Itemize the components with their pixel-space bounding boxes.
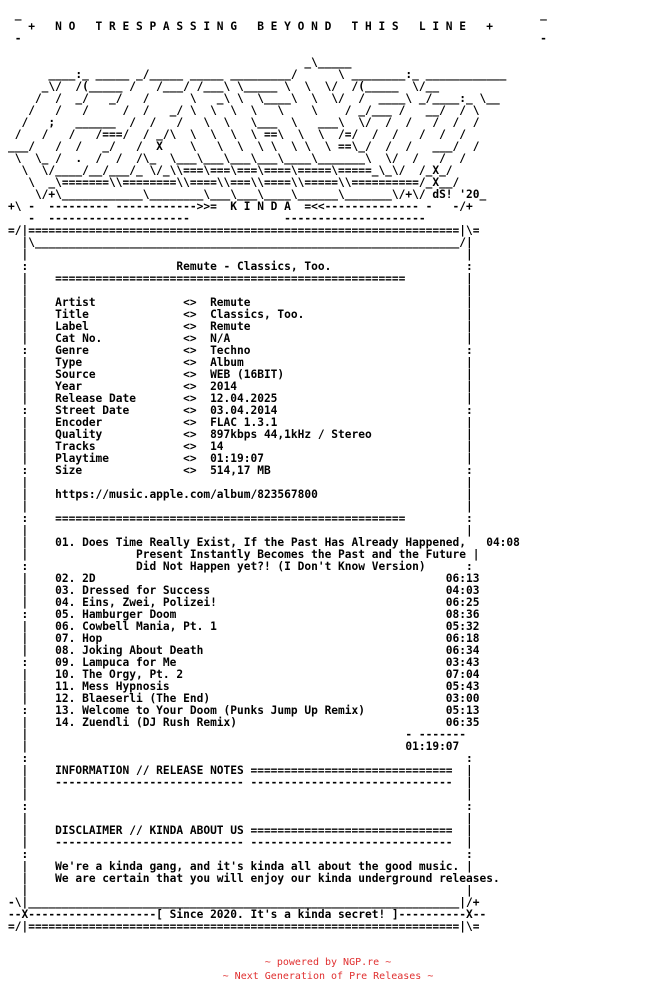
powered-by-footer: ~ powered by NGP.re ~ xyxy=(264,957,392,968)
nfo-document: _ _ + N O T R E S P A S S I N G B E Y O N D T H I S L I N E + - - _\_____ ____:_ _____ _/_____ _____ _________/ \ ________:_ ____________ _\/ /(_____ / /___/ /___\ \_____ \ \ \/ /(_____ \/__ / / _/ _/ / \ _\ \ \____\ \ \/ / ____\ _/____:_ \__ / / / / / _/ \ \ \ \ \ \ / _/___ / __/ / \ / ; ______ / / / \ \ \___ \ ___\ \/ / / / / / / / / /===/ / _/\ \ \ \ \ ==\ \ \ /=/ / / / / / ___/ / / _/ / X \ \ \ \ \ \ \ \ ==\_/ / / ___/ / \ \_ / . / / /\_ \___\___\___\___\____\_______\ \/ / / / \ \/____/__/___/_ \/_\\===\===\===\====\=====\=====_\_\/ /_X_/ \ _\=======\\========\\====\\===\\====\\=====\\==========/_X__/ \/+\____________\________\___\___\____\______\_______\/+\/ dS! '20_ +\ - --------- ------------>>= K I N D A =<<-------------- - -/+ - --------------------- --------------------- =/|================================================================|\= |\_______________________________________________________________/| | | : Remute - Classics, Too. : | ==================================================== | | | | Artist <> Remute | | Title <> Classics, Too. | | Label <> Remute | | Cat No. <> N/A | : Genre <> Techno : | Type <> Album | | Source <> WEB (16BIT) | | Year <> 2014 | | Release Date <> 12.04.2025 | : Street Date <> 03.04.2014 : | Encoder <> FLAC 1.3.1 | | Quality <> 897kbps 44,1kHz / Stereo | | Tracks <> 14 | | Playtime <> 01:19:07 | : Size <> 514,17 MB : | | | https://music.apple.com/album/823567800 | | | : ==================================================== : | | | 01. Does Time Really Exist, If the Past Has Already Happened, 04:08 | Present Instantly Becomes the Past and the Future | : Did Not Happen yet?! (I Don't Know Version) : | 02. 2D 06:13 | 03. Dressed for Success 04:03 | 04. Eins, Zwei, Polizei! 06:25 : 05. Hamburger Doom 08:36 | 06. Cowbell Mania, Pt. 1 05:32 | 07. Hop 06:18 | 08. Joking About Death 06:34 : 09. Lampuca for Me 03:43 | 10. The Orgy, Pt. 2 07:04 | 11. Mess Hypnosis 05:43 | 12. Blaeserli (The End) 03:00 : 13. Welcome to Your Doom (Punks Jump Up Remix) 05:13 | 14. Zuendli (DJ Rush Remix) 06:35 | - ------- | 01:19:07 : : | INFORMATION // RELEASE NOTES ============================== | | ---------------------------- ------------------------------ | | | : : | | | DISCLAIMER // KINDA ABOUT US ============================== | | ---------------------------- ------------------------------ | : : | We're a kinda gang, and it's kinda all about the good music. | | We are certain that you will enjoy our kinda underground releases. | | -\|________________________________________________________________|/+ --X-------------------[ Since 2020. It's a kinda secret! ]----------X-- =/|================================================================|\= xyxy=(8,8,547,933)
tagline-footer: ~ Next Generation of Pre Releases ~ xyxy=(222,971,434,982)
